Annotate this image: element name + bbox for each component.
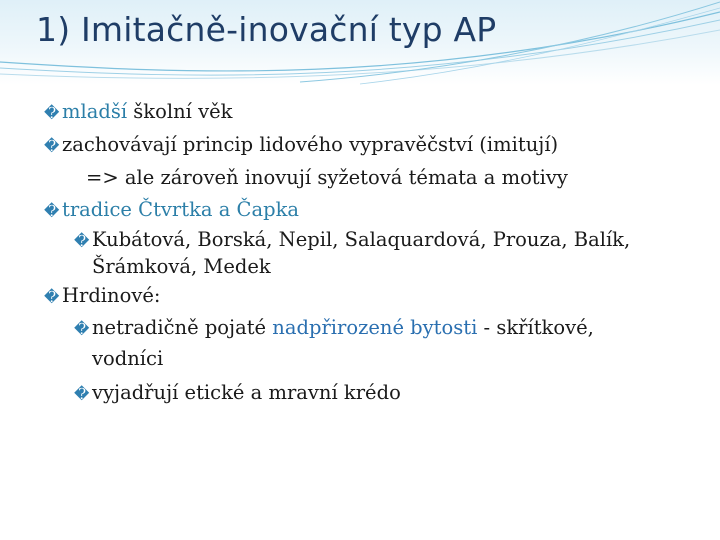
wrapped-line xyxy=(74,254,684,280)
wrapped-line xyxy=(74,344,684,374)
slide-content xyxy=(44,96,684,413)
sub-bullet-line xyxy=(74,374,684,413)
bullet-text: vyjadřují etické a mravní krédo xyxy=(92,381,401,404)
continuation-text: => ale zároveň inovují syžetová témata a motivy xyxy=(86,166,568,189)
bullet-line xyxy=(44,280,684,313)
slide-title: 1) Imitačně-inovační typ AP xyxy=(36,10,497,49)
bullet-line xyxy=(44,96,684,129)
bullet-line xyxy=(44,194,684,227)
bullet-text: Šrámková, Medek xyxy=(92,255,271,278)
bullet-icon: � xyxy=(74,385,90,403)
bullet-text: netradičně pojaté xyxy=(92,316,273,339)
bullet-icon: � xyxy=(44,202,60,220)
continuation-line xyxy=(44,162,684,194)
sub-bullet-line xyxy=(74,313,684,344)
bullet-text: Hrdinové: xyxy=(62,284,161,307)
bullet-line xyxy=(44,129,684,162)
bullet-icon: � xyxy=(44,104,60,122)
bullet-text: vodníci xyxy=(92,347,164,370)
sub-bullet-block xyxy=(44,227,684,280)
bullet-text: zachovávají princip lidového vypravěčství (imitují) xyxy=(62,133,559,156)
highlight-text: tradice Čtvrtka a Čapka xyxy=(62,198,300,221)
bullet-text: školní věk xyxy=(127,100,233,123)
sub-bullet-line xyxy=(74,227,684,254)
bullet-icon: � xyxy=(44,137,60,155)
highlight-text: nadpřirozené bytosti xyxy=(272,316,478,339)
bullet-icon: � xyxy=(44,288,60,306)
bullet-text: - skřítkové, xyxy=(477,316,594,339)
sub-bullet-block xyxy=(44,313,684,413)
bullet-icon: � xyxy=(74,320,90,338)
bullet-text: Kubátová, Borská, Nepil, Salaquardová, Prouza, Balík, xyxy=(92,228,631,251)
highlight-text: mladší xyxy=(62,100,128,123)
bullet-icon: � xyxy=(74,232,90,250)
